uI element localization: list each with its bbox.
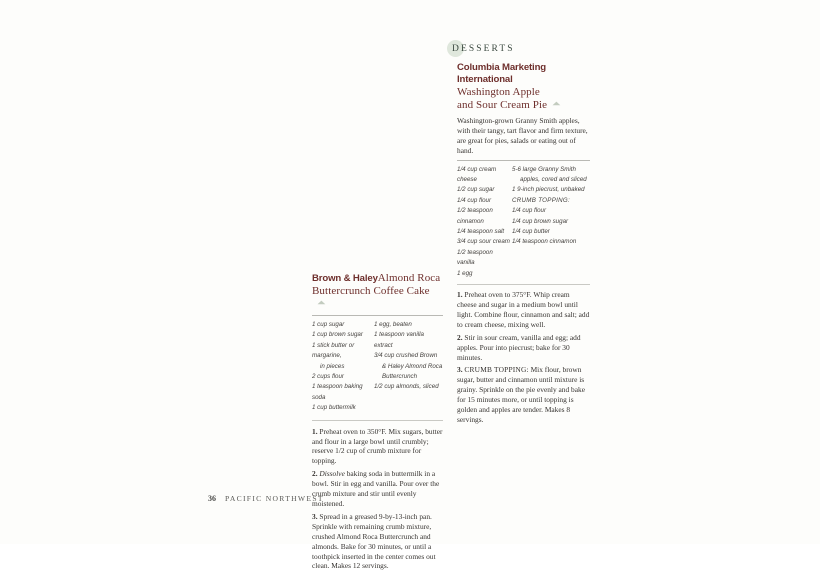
step-number: 3.	[312, 511, 318, 521]
recipe-name-line1: Washington Apple	[457, 86, 540, 98]
direction-step	[312, 469, 443, 509]
recipe-brand: Columbia Marketing International	[457, 62, 546, 85]
ingredient-item: 1/4 cup brown sugar	[512, 217, 569, 225]
divider-rule-bottom	[312, 420, 443, 421]
recipe-name-line2-wrap	[457, 99, 590, 112]
ingredient-item: 1 cup sugar	[312, 321, 345, 328]
direction-step	[312, 427, 443, 467]
recipe-brand: Brown & Haley	[312, 273, 378, 284]
ingredient-item: 1 teaspoon vanilla extract	[374, 331, 424, 349]
ingredient-item-cont: Buttercrunch	[382, 373, 418, 381]
ingredient-item-cont: in pieces	[320, 362, 345, 370]
direction-step	[457, 333, 590, 363]
ingredient-item: 1 9-inch piecrust, unbaked	[512, 186, 585, 194]
leaf-ornament-icon	[317, 300, 326, 305]
direction-step	[312, 512, 443, 571]
ingredient-list	[457, 165, 590, 279]
ingredient-subhead: CRUMB TOPPING:	[512, 196, 571, 204]
directions-list	[457, 290, 590, 425]
section-title: DESSERTS	[452, 44, 515, 54]
ingredient-item: 1/4 cup flour	[457, 196, 492, 204]
ingredient-item: 1 stick butter or margarine,	[312, 341, 355, 360]
ingredient-item: 1 teaspoon baking soda	[312, 383, 363, 401]
ingredient-item: 1 cup buttermilk	[312, 404, 356, 412]
ingredient-item: 1 cup brown sugar	[312, 331, 363, 339]
recipe-washington-apple-pie	[457, 62, 590, 428]
step-number: 3.	[457, 365, 463, 375]
ingredient-column-right	[374, 320, 443, 414]
direction-step	[457, 365, 590, 424]
ingredient-item: 1/2 cup almonds, sliced	[374, 383, 439, 391]
ingredient-item: 1/2 teaspoon vanilla	[457, 248, 493, 267]
step-text: Mix flour, brown sugar, butter and cinnamon until mixture is grainy. Sprinkle on the pie evenly and bake for 15 minutes more, or until topping is golden and apples are tender. Makes 8 servings.	[457, 365, 585, 424]
step-text: Preheat oven to 375°F. Whip cream cheese and sugar in a medium bowl until light. Combine flour, cinnamon and salt; add to cream cheese, mixing well.	[457, 290, 590, 329]
step-number: 1.	[457, 290, 463, 300]
divider-rule-top	[312, 315, 443, 316]
leaf-ornament-icon	[552, 101, 561, 106]
divider-rule-top	[457, 160, 590, 161]
ingredient-item: 1/4 teaspoon cinnamon	[512, 238, 577, 246]
ingredient-item-cont: apples, cored and sliced	[520, 176, 587, 184]
step-text: Preheat oven to 350°F. Mix sugars, butter and flour in a large bowl until crumbly; reserve 1/2 cup of crumb mixture for topping.	[312, 426, 443, 466]
ingredient-item-cont: & Haley Almond Roca	[382, 362, 443, 370]
recipe-almond-roca-coffee-cake	[312, 272, 443, 574]
step-lead: Dissolve	[319, 469, 345, 479]
step-number: 2.	[312, 469, 318, 479]
ingredient-item: 5-6 large Granny Smith	[512, 165, 576, 173]
ingredient-item: 2 cups flour	[312, 373, 344, 381]
ingredient-item: 3/4 cup crushed Brown	[374, 352, 438, 360]
section-header	[452, 41, 515, 57]
ingredient-item: 1/4 teaspoon salt	[457, 228, 505, 236]
page-footer	[208, 494, 324, 503]
recipe-name-line2: and Sour Cream Pie	[457, 98, 548, 111]
step-number: 1.	[312, 426, 318, 436]
ingredient-column-left	[312, 320, 374, 414]
recipe-brand-wrap	[312, 272, 443, 285]
ingredient-item: 1 egg	[457, 269, 473, 277]
ingredient-item: 1/4 cup cream cheese	[457, 165, 497, 184]
step-text: baking soda in buttermilk in a bowl. Stir in egg and vanilla. Pour over the crumb mixture and stir until evenly moistened.	[312, 469, 440, 508]
step-lead: CRUMB TOPPING:	[464, 365, 529, 375]
ingredient-column-left	[457, 165, 512, 279]
recipe-name-line2-wrap	[312, 285, 443, 310]
ingredient-item: 3/4 cup sour cream	[457, 238, 510, 246]
step-text: Stir in sour cream, vanilla and egg; add apples. Pour into piecrust; bake for 30 minutes.	[457, 332, 581, 362]
directions-list	[312, 427, 443, 572]
ingredient-item: 1/2 teaspoon cinnamon	[457, 207, 493, 225]
direction-step	[457, 290, 590, 330]
step-text: Spread in a greased 9-by-13-inch pan. Sprinkle with remaining crumb mixture, crushed Almond Roca Buttercrunch and almonds. Bake for 30 minutes, or until a toothpick inserted in the center comes out clean. Makes 12 servings.	[312, 511, 436, 571]
running-head: PACIFIC NORTHWEST	[225, 494, 324, 503]
ingredient-list	[312, 320, 443, 414]
divider-rule-bottom	[457, 284, 590, 285]
ingredient-item: 1/2 cup sugar	[457, 186, 495, 194]
ingredient-item: 1/4 cup flour	[512, 207, 547, 215]
recipe-intro: Washington-grown Granny Smith apples, with their tangy, tart flavor and firm texture, are great for pies, salads or eating out of hand.	[457, 116, 588, 155]
ingredient-item: 1/4 cup butter	[512, 228, 550, 236]
recipe-name-line2: Buttercrunch Coffee Cake	[312, 285, 430, 297]
page-number: 36	[208, 494, 216, 503]
ingredient-column-right	[512, 165, 590, 279]
step-number: 2.	[457, 332, 463, 342]
recipe-name-line1: Almond Roca	[377, 272, 441, 284]
ingredient-item: 1 egg, beaten	[374, 321, 412, 328]
